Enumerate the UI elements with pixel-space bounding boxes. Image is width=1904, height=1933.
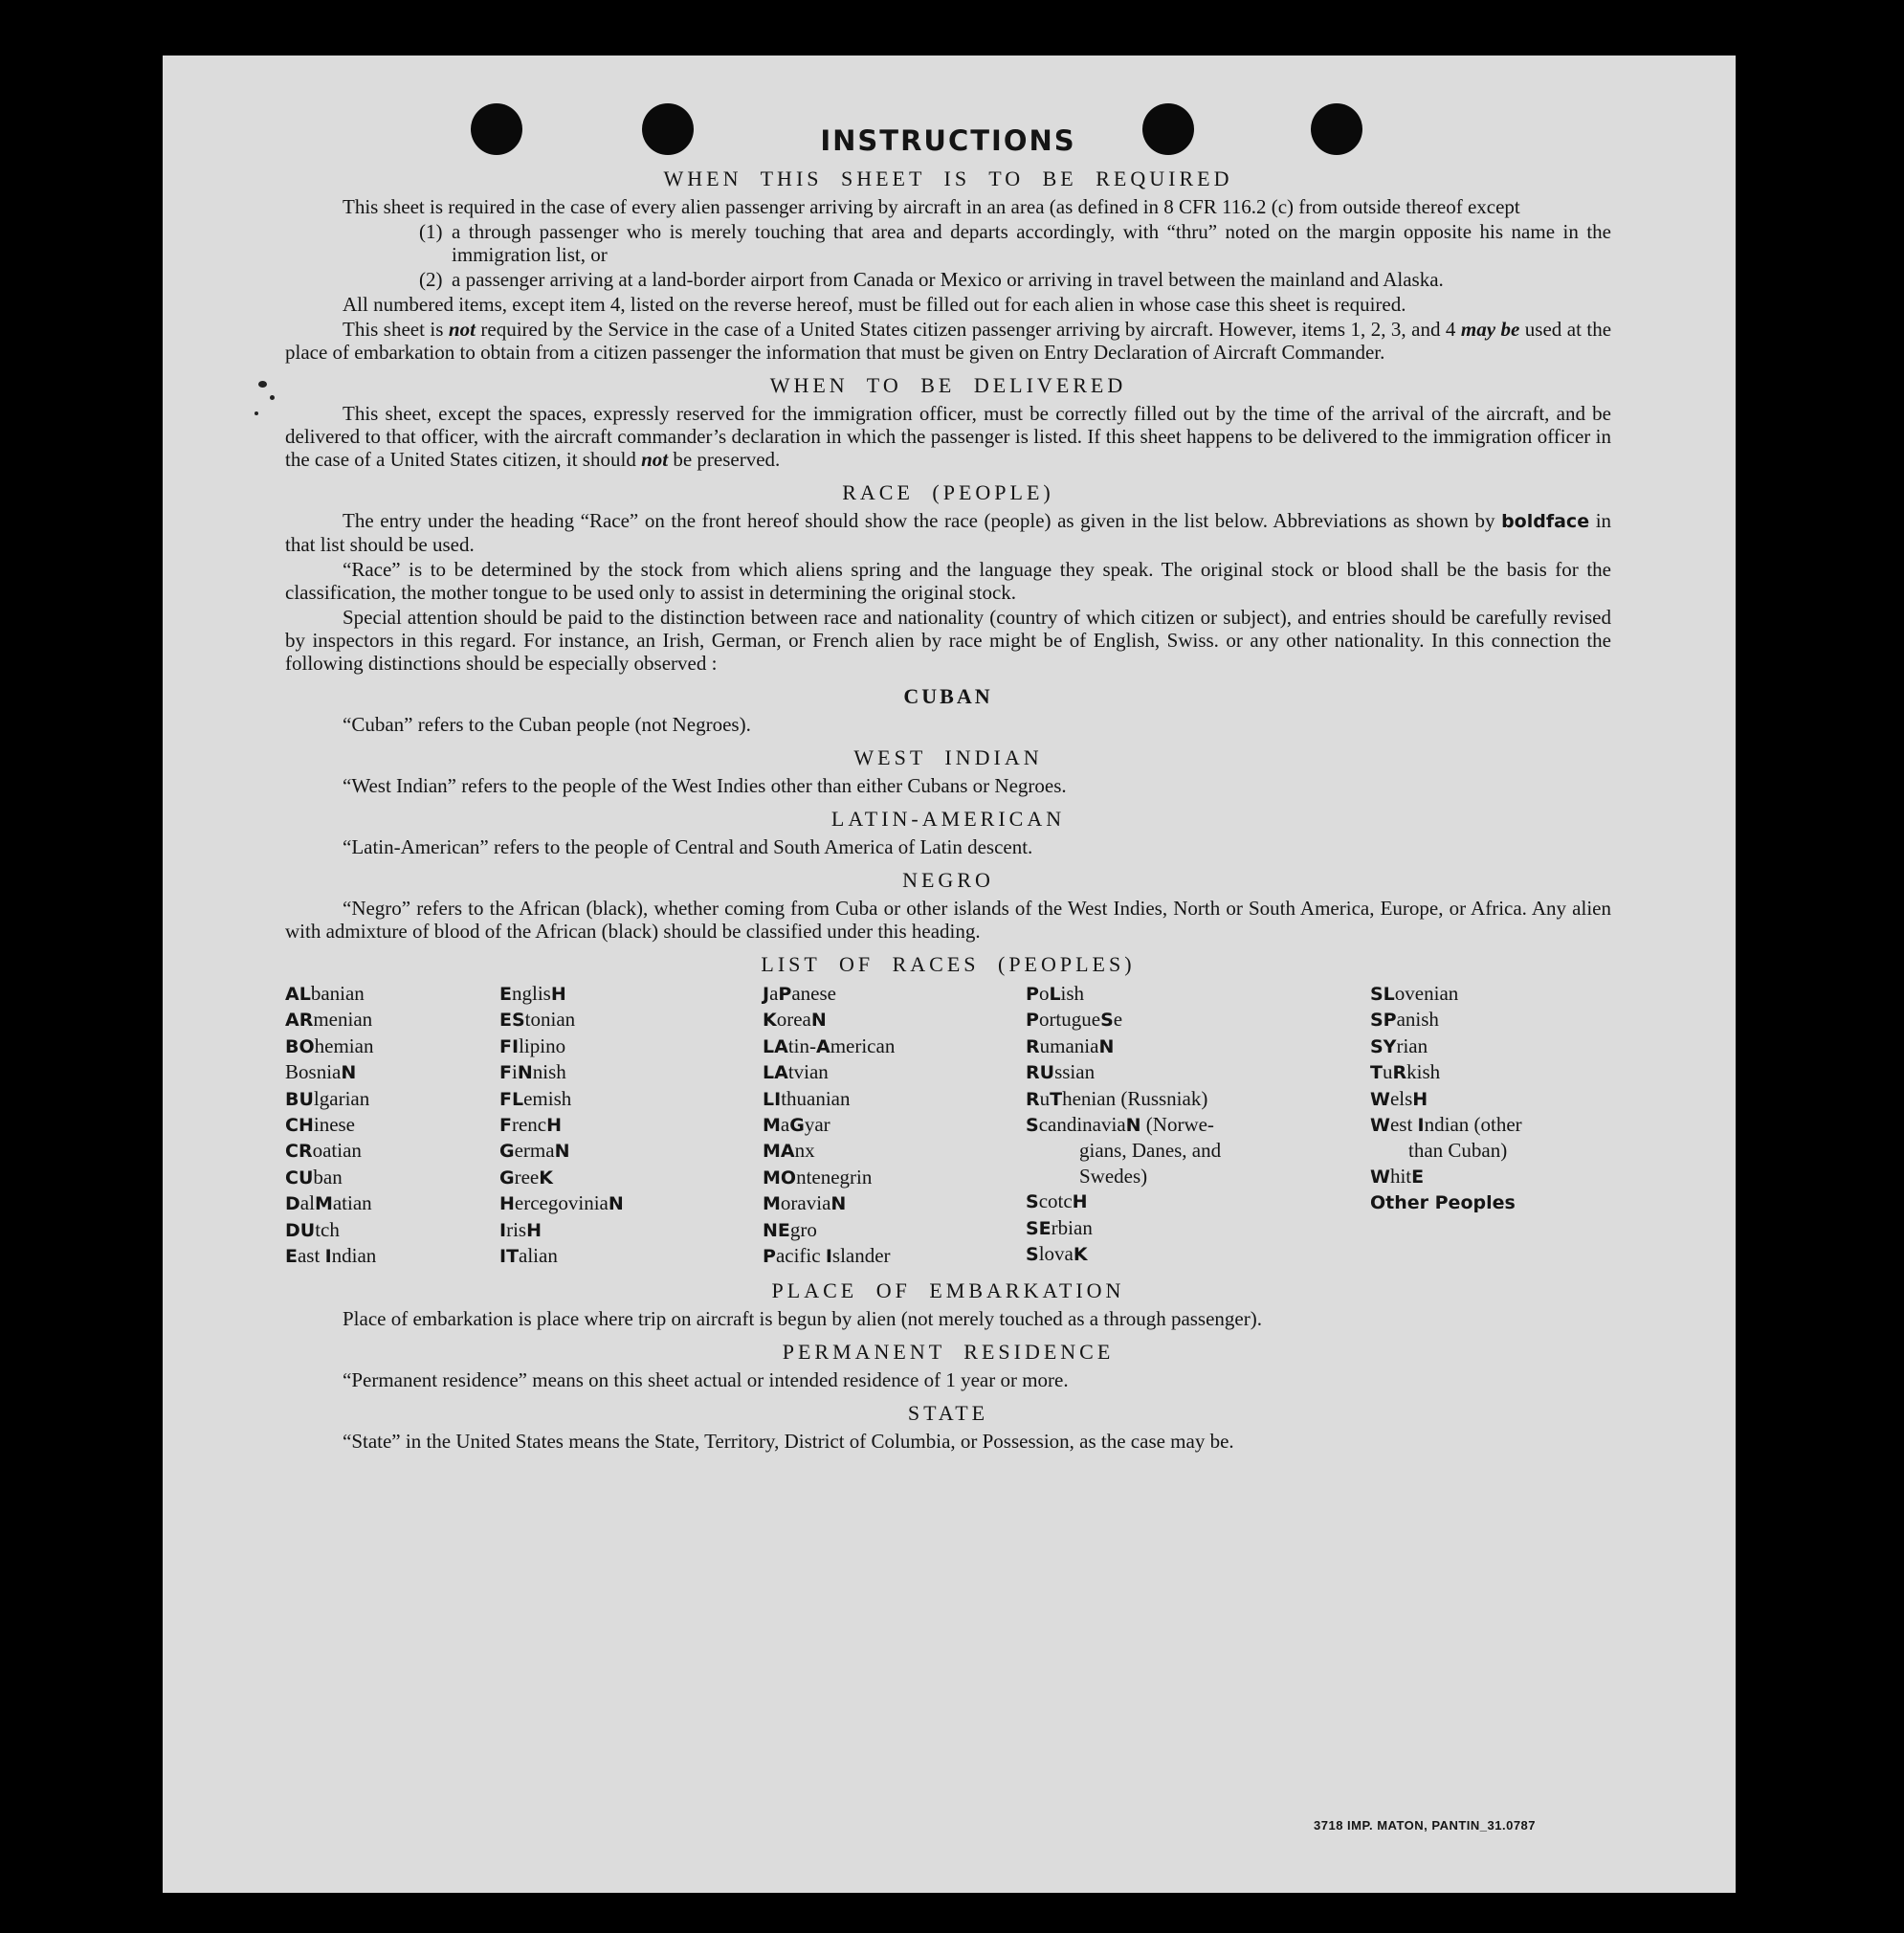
race-text: nglis	[511, 982, 551, 1005]
race-text: LA	[763, 1062, 788, 1084]
race-entry	[285, 1112, 499, 1138]
race-text: merican	[830, 1033, 896, 1057]
race-text: thuanian	[781, 1086, 851, 1110]
ink-speck	[270, 395, 275, 400]
race-text: gians, Danes, and	[1079, 1139, 1222, 1163]
race-text: N	[517, 1062, 533, 1084]
race-text: T	[1370, 1062, 1383, 1084]
race-text: slander	[831, 1244, 891, 1268]
race-text: umania	[1039, 1033, 1099, 1057]
race-text: F	[499, 1062, 512, 1084]
race-text: NE	[763, 1219, 790, 1241]
race-text: anish	[1396, 1008, 1439, 1032]
instruction-sheet	[163, 56, 1736, 1893]
paragraph: This sheet is required in the case of every alien passenger arriving by aircraft in an area (as defined in 8 CFR 116.2 (c) from outside thereof except	[343, 195, 1520, 218]
race-entry	[499, 1190, 763, 1216]
race-text: H	[1412, 1088, 1428, 1110]
race-text: cotc	[1038, 1189, 1073, 1213]
race-entry	[285, 1059, 499, 1085]
race-text: tch	[315, 1217, 340, 1241]
race-text: ssian	[1054, 1060, 1096, 1084]
race-text: W	[1370, 1115, 1390, 1137]
race-text: SP	[1370, 1010, 1397, 1032]
race-text: hit	[1389, 1164, 1412, 1188]
race-text: SY	[1370, 1035, 1397, 1057]
emphasis: not	[448, 318, 476, 341]
race-text: LA	[763, 1035, 788, 1057]
race-entry	[1026, 1215, 1370, 1241]
race-entry	[499, 1086, 763, 1112]
race-text: gro	[789, 1217, 817, 1241]
race-text: L	[1049, 984, 1061, 1005]
paragraph: “State” in the United States means the State, Territory, District of Columbia, or Possession, as the case may be.	[343, 1430, 1234, 1454]
paragraph: All numbered items, except item 4, listed on the reverse hereof, must be filled out for each alien in whose case this sheet is required.	[343, 293, 1406, 316]
emphasis: may be	[1460, 318, 1520, 341]
race-text: G	[499, 1166, 515, 1189]
race-entry	[763, 1138, 1026, 1164]
boldface-word: boldface	[1501, 511, 1590, 532]
race-text: rbian	[1051, 1215, 1093, 1239]
printer-mark: 3718 IMP. MATON, PANTIN_31.0787	[1314, 1818, 1537, 1833]
race-text: ast	[297, 1244, 325, 1268]
race-entry	[763, 981, 1026, 1007]
race-entry	[1370, 1033, 1571, 1059]
race-text: R	[1026, 1035, 1040, 1057]
race-text: S	[1100, 1010, 1114, 1032]
race-entry	[1026, 1241, 1370, 1267]
race-text: H	[499, 1193, 515, 1215]
race-text: a	[769, 982, 779, 1005]
race-text: u	[1382, 1060, 1393, 1084]
race-text: S	[1026, 1115, 1039, 1137]
race-text: lipino	[519, 1033, 566, 1057]
race-text: IT	[499, 1246, 520, 1268]
punch-hole	[642, 103, 694, 155]
race-text: e	[1113, 1008, 1123, 1032]
ink-speck	[255, 411, 258, 415]
race-text: G	[499, 1141, 515, 1163]
section-heading: RACE (PEOPLE)	[842, 480, 1054, 504]
race-entry	[1370, 1007, 1571, 1033]
race-text: R	[1026, 1088, 1040, 1110]
race-entry	[1370, 1086, 1571, 1112]
race-entry	[763, 1086, 1026, 1112]
race-text: B	[285, 1060, 299, 1084]
race-text: N	[1098, 1035, 1115, 1057]
text-run: This sheet is	[343, 318, 444, 341]
race-entry	[1370, 1112, 1571, 1138]
race-text: BO	[285, 1035, 315, 1057]
race-text: els	[1389, 1086, 1413, 1110]
race-text: P	[778, 984, 792, 1005]
section-heading: WHEN TO BE DELIVERED	[769, 373, 1127, 397]
race-text: ndian	[331, 1244, 377, 1268]
race-entry	[1370, 981, 1571, 1007]
race-entry	[499, 981, 763, 1007]
race-text: G	[789, 1115, 805, 1137]
race-text: H	[546, 1115, 563, 1137]
race-text: osnia	[299, 1060, 342, 1084]
race-entry	[499, 1138, 763, 1164]
section-heading: CUBAN	[903, 684, 993, 708]
race-entry	[285, 1138, 499, 1164]
race-text: BU	[285, 1088, 314, 1110]
race-text: ortugue	[1038, 1008, 1101, 1032]
race-text: I	[825, 1246, 832, 1268]
paragraph	[285, 402, 1611, 471]
race-text: K	[763, 1010, 777, 1032]
race-entry	[1026, 1059, 1370, 1085]
section-heading: PERMANENT RESIDENCE	[782, 1340, 1115, 1365]
race-entry	[1026, 1033, 1370, 1059]
race-entry	[1370, 1138, 1571, 1163]
race-text: ndian (other	[1424, 1113, 1522, 1137]
race-column	[499, 981, 763, 1269]
race-entry	[499, 1217, 763, 1243]
race-text: atian	[332, 1191, 372, 1215]
race-text: SL	[1370, 984, 1395, 1005]
race-text: o	[1038, 982, 1050, 1005]
item-number: (1)	[419, 220, 443, 243]
race-text: DU	[285, 1219, 316, 1241]
race-entry	[1370, 1059, 1571, 1085]
race-text: P	[1026, 1010, 1039, 1032]
race-text: inese	[313, 1113, 356, 1137]
race-entry	[499, 1112, 763, 1138]
race-text: oravia	[780, 1191, 831, 1215]
race-entry	[1026, 1164, 1370, 1189]
section-heading: STATE	[907, 1401, 989, 1426]
race-text: E	[499, 984, 512, 1005]
race-entry	[285, 1033, 499, 1059]
race-entry	[1370, 1189, 1571, 1215]
list-item	[419, 220, 1611, 266]
race-text: I	[324, 1246, 332, 1268]
item-text: a passenger arriving at a land-border airport from Canada or Mexico or arriving in travel between the mainland and Alaska.	[452, 268, 1444, 291]
race-text: i	[511, 1060, 518, 1084]
race-text: H	[1072, 1191, 1088, 1213]
race-column	[1026, 981, 1370, 1269]
section-heading: WHEN THIS SHEET IS TO BE REQUIRED	[663, 167, 1233, 190]
race-text: nish	[532, 1060, 566, 1084]
text-run: be preserved.	[673, 448, 781, 471]
race-text: tonian	[524, 1008, 576, 1032]
paragraph: “Race” is to be determined by the stock from which aliens spring and the language they speak. The original stock or blood shall be the basis for the classification, the mother tongue to be used only to assist in determining the original stock.	[285, 558, 1611, 604]
race-entry	[763, 1217, 1026, 1243]
race-text: N	[608, 1193, 624, 1215]
race-text: A	[815, 1035, 830, 1057]
race-text: CU	[285, 1166, 314, 1189]
race-entry	[1026, 1086, 1370, 1112]
paragraph: “Permanent residence” means on this sheet actual or intended residence of 1 year or more.	[343, 1368, 1069, 1392]
race-text: J	[763, 984, 770, 1005]
race-text: ban	[313, 1165, 343, 1189]
section-heading: LATIN-AMERICAN	[830, 807, 1066, 831]
race-entry	[1370, 1164, 1571, 1189]
race-entry	[1026, 1112, 1370, 1138]
race-text: FI	[499, 1035, 520, 1057]
race-text: I	[499, 1219, 507, 1241]
race-entry	[763, 1059, 1026, 1085]
text-run: This sheet, except the spaces, expressly reserved for the immigration officer, must be correctly filled out by the time of the arrival of the aircraft, and be delivered to that officer, with the aircraft commander’s declaration in which the passenger is listed. If this sheet happens to be delivered to the immigration officer in the case of a United States citizen, it should	[285, 402, 1611, 471]
punch-hole	[1142, 103, 1194, 155]
race-text: est	[1389, 1113, 1418, 1137]
ink-speck	[258, 381, 267, 388]
race-text: M	[763, 1115, 781, 1137]
race-entry	[499, 1033, 763, 1059]
race-text: F	[499, 1115, 512, 1137]
race-text: lgarian	[313, 1086, 370, 1110]
race-entry	[285, 1086, 499, 1112]
page-title: INSTRUCTIONS	[820, 124, 1076, 157]
race-entry	[285, 1165, 499, 1190]
race-entry	[1026, 1007, 1370, 1033]
race-text: oatian	[312, 1139, 362, 1163]
race-column	[285, 981, 499, 1269]
race-text: emish	[523, 1086, 572, 1110]
section-heading: NEGRO	[902, 868, 994, 892]
race-text: than Cuban)	[1408, 1139, 1508, 1163]
race-entry	[763, 1033, 1026, 1059]
text-run: in that list should be used.	[285, 509, 1612, 556]
text-run: required by the Service in the case of a United States citizen passenger arriving by aircraft. However, items 1, 2, 3, and 4	[480, 318, 1456, 341]
race-entry	[499, 1243, 763, 1269]
race-entry	[1026, 1138, 1370, 1163]
race-text: T	[1050, 1088, 1063, 1110]
punch-hole	[1311, 103, 1362, 155]
race-text: H	[550, 984, 566, 1005]
race-entry	[763, 1112, 1026, 1138]
paragraph: Place of embarkation is place where trip on aircraft is begun by alien (not merely touched as a through passenger).	[343, 1307, 1262, 1331]
race-entry	[285, 1243, 499, 1269]
race-text: kish	[1406, 1060, 1441, 1084]
race-text: RU	[1026, 1062, 1055, 1084]
races-list	[285, 981, 1611, 1269]
race-text: M	[314, 1193, 333, 1215]
race-text: S	[1026, 1191, 1039, 1213]
race-text: ercegovinia	[514, 1191, 609, 1215]
race-text: K	[539, 1166, 553, 1189]
race-entry	[499, 1165, 763, 1190]
paragraph: “Negro” refers to the African (black), whether coming from Cuba or other islands of the West Indies, North or South America, Europe, or Africa. Any alien with admixture of blood of the African (black) should be classified under this heading.	[285, 897, 1611, 943]
race-text: ree	[514, 1165, 540, 1189]
race-text: N	[554, 1141, 570, 1163]
race-text: rian	[1396, 1033, 1428, 1057]
race-text: AR	[285, 1010, 314, 1032]
race-text: M	[763, 1193, 781, 1215]
race-text: tin-	[787, 1033, 816, 1057]
section-heading: LIST OF RACES (PEOPLES)	[761, 952, 1136, 976]
race-text: menian	[313, 1008, 373, 1032]
race-text: D	[285, 1193, 300, 1215]
race-text: Other Peoples	[1370, 1192, 1516, 1214]
race-text: CH	[285, 1115, 314, 1137]
race-text: N	[810, 1010, 827, 1032]
race-text: anese	[791, 982, 836, 1005]
race-text: ES	[499, 1010, 525, 1032]
item-text: a through passenger who is merely touching that area and departs accordingly, with “thru” noted on the margin opposite his name in the immigration list, or	[452, 220, 1611, 266]
race-text: P	[1026, 984, 1039, 1005]
race-entry	[285, 1190, 499, 1216]
race-text: K	[1073, 1244, 1088, 1266]
race-text: ris	[506, 1217, 527, 1241]
race-entry	[499, 1059, 763, 1085]
race-text: banian	[310, 982, 365, 1005]
race-text: E	[285, 1246, 298, 1268]
race-text: alian	[519, 1244, 558, 1268]
race-entry	[499, 1007, 763, 1033]
race-text: a	[780, 1113, 790, 1137]
race-text: FL	[499, 1088, 524, 1110]
race-text: CR	[285, 1141, 313, 1163]
race-text: P	[763, 1246, 776, 1268]
race-text: MO	[763, 1166, 797, 1189]
race-text: u	[1039, 1086, 1051, 1110]
paragraph: “Cuban” refers to the Cuban people (not Negroes).	[343, 713, 751, 736]
paragraph: “Latin-American” refers to the people of Central and South America of Latin descent.	[343, 835, 1033, 858]
section-heading: PLACE OF EMBARKATION	[771, 1278, 1125, 1303]
emphasis: not	[641, 448, 669, 471]
race-text: ovenian	[1394, 982, 1459, 1005]
race-entry	[285, 981, 499, 1007]
race-text: W	[1370, 1088, 1390, 1110]
race-text: renc	[511, 1113, 547, 1137]
race-text: yar	[804, 1113, 830, 1137]
race-text: Swedes)	[1079, 1164, 1148, 1188]
race-text: candinavia	[1038, 1113, 1126, 1137]
race-text: hemian	[314, 1033, 374, 1057]
race-column	[763, 981, 1026, 1269]
item-number: (2)	[419, 268, 443, 291]
race-entry	[763, 1243, 1026, 1269]
race-entry	[763, 1190, 1026, 1216]
race-entry	[763, 1007, 1026, 1033]
race-text: MA	[763, 1141, 795, 1163]
paragraph: Special attention should be paid to the distinction between race and nationality (country of which citizen or subject), and entries should be carefully revised by inspectors in this regard. For instance, an Irish, German, or French alien by race might be of English, Swiss. or any other nationality. In this connection the following distinctions should be especially observed :	[285, 606, 1611, 675]
race-text: tvian	[787, 1060, 829, 1084]
race-text: N	[830, 1193, 847, 1215]
race-text: R	[1392, 1062, 1407, 1084]
race-text: W	[1370, 1166, 1390, 1188]
paragraph: “West Indian” refers to the people of the West Indies other than either Cubans or Negroes.	[343, 774, 1067, 797]
list-item	[419, 268, 1611, 291]
race-text: SE	[1026, 1217, 1052, 1239]
race-text: orea	[776, 1008, 811, 1032]
race-text: N	[1125, 1115, 1141, 1137]
race-text: acific	[775, 1244, 826, 1268]
race-text: nx	[794, 1139, 815, 1163]
paragraph	[285, 509, 1611, 556]
race-text: LI	[763, 1088, 782, 1110]
race-text: henian (Russniak)	[1062, 1086, 1208, 1110]
race-text: S	[1026, 1244, 1039, 1266]
race-text: H	[526, 1219, 542, 1241]
race-entry	[1026, 1189, 1370, 1214]
race-text: ntenegrin	[796, 1165, 873, 1189]
race-text: I	[1417, 1115, 1425, 1137]
text-run: The entry under the heading “Race” on the front hereof should show the race (people) as given in the list below. Abbreviations as shown by	[343, 509, 1495, 532]
race-entry	[285, 1007, 499, 1033]
race-entry	[285, 1217, 499, 1243]
paragraph	[285, 318, 1611, 364]
text-run: used at the place of embarkation to obtain from a citizen passenger the information that must be given on Entry Declaration of Aircraft Commander.	[285, 318, 1612, 364]
race-text: lova	[1038, 1242, 1074, 1266]
race-column	[1370, 981, 1571, 1269]
punch-hole	[471, 103, 522, 155]
race-entry	[763, 1165, 1026, 1190]
race-text: N	[341, 1062, 357, 1084]
race-text: erma	[514, 1139, 555, 1163]
section-heading: WEST INDIAN	[853, 745, 1043, 769]
race-text: AL	[285, 984, 311, 1005]
race-text: (Norwe-	[1140, 1113, 1214, 1137]
race-entry	[1026, 981, 1370, 1007]
race-text: E	[1411, 1166, 1425, 1188]
race-text: al	[299, 1191, 315, 1215]
race-text: ish	[1060, 982, 1085, 1005]
